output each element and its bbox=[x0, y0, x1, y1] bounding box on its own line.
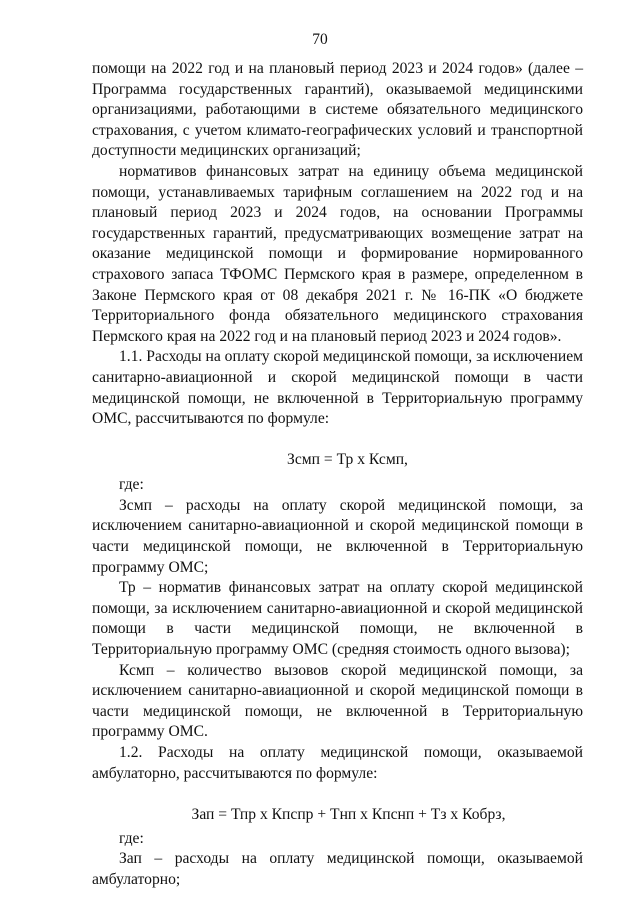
definition-ksmp: Ксмп – количество вызовов скорой медицинской помощи, за исключением санитарно-авиационной и скорой медицинской помощи в части медицинской помощи, не включенной в Территориальную программу ОМС. bbox=[92, 661, 583, 741]
definition-tr: Тр – норматив финансовых затрат на оплату скорой медицинской помощи, за исключением санитарно-авиационной и скорой медицинской помощи в части медицинской помощи, не включенной в Территориальную программу ОМС (средняя стоимость одного вызова); bbox=[92, 579, 583, 659]
formula-emergency-care: Зсмп = Тр х Ксмп, bbox=[287, 450, 408, 468]
paragraph-continuation: помощи на 2022 год и на плановый период 2023 и 2024 годов» (далее – Программа государственных гарантий), оказываемой медицинскими организациями, работающими в системе обязательного медицинского страхования, с учетом климато-географических условий и транспортной доступности медицинских организаций; bbox=[92, 60, 583, 160]
definition-zap: Зап – расходы на оплату медицинской помощи, оказываемой амбулаторно; bbox=[92, 850, 583, 888]
page-number: 70 bbox=[312, 31, 328, 48]
paragraph-section-1-1: 1.1. Расходы на оплату скорой медицинской помощи, за исключением санитарно-авиационной и скорой медицинской помощи в части медицинской помощи, не включенной в Территориальную программу ОМС, рассчитываются по формуле: bbox=[92, 348, 583, 428]
paragraph-section-1-2: 1.2. Расходы на оплату медицинской помощи, оказываемой амбулаторно, рассчитываются по формуле: bbox=[92, 744, 583, 782]
document-body bbox=[92, 59, 583, 891]
definition-zsmp: Зсмп – расходы на оплату скорой медицинской помощи, за исключением санитарно-авиационной и скорой медицинской помощи в части медицинской помощи, не включенной в Территориальную программу ОМС; bbox=[92, 496, 583, 576]
where-label: где: bbox=[119, 476, 144, 494]
formula-outpatient-care: Зап = Тпр х Кпспр + Тнп х Кпснп + Тз х Кобрз, bbox=[191, 806, 506, 824]
where-label: где: bbox=[119, 829, 144, 847]
paragraph-normatives: нормативов финансовых затрат на единицу объема медицинской помощи, устанавливаемых тарифным соглашением на 2022 год и на плановый период 2023 и 2024 годов, на основании Программы государственных гарантий, предусматривающих возмещение затрат на оказание медицинской помощи и формирование нормированного страхового запаса ТФОМС Пермского края в размере, определенном в Законе Пермского края от 08 декабря 2021 г. № 16-ПК «О бюджете Территориального фонда обязательного медицинского страхования Пермского края на 2022 год и на плановый период 2023 и 2024 годов». bbox=[92, 162, 583, 345]
